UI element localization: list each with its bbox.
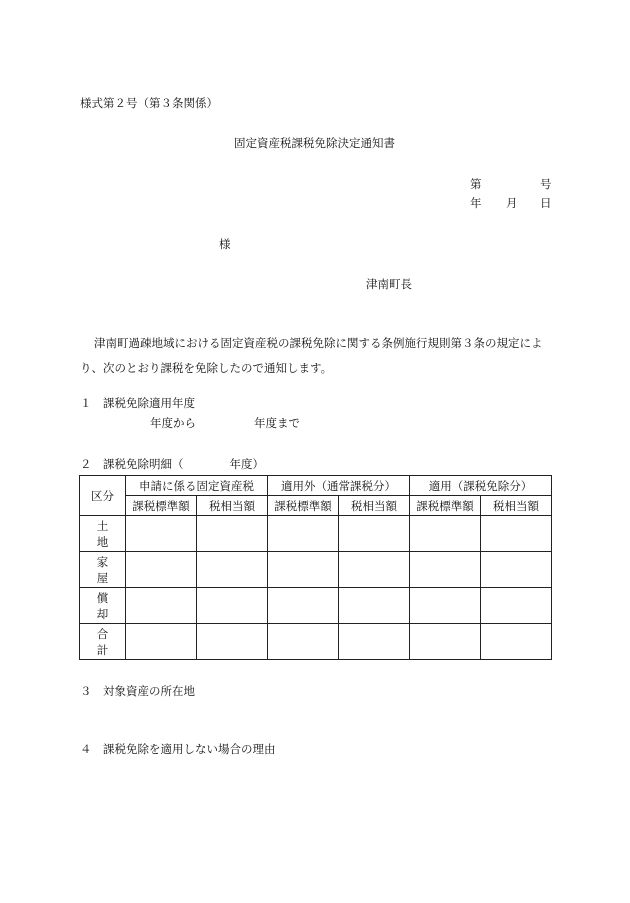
table-cell (268, 516, 339, 552)
table-cell (481, 552, 552, 588)
table-cell (126, 588, 197, 624)
table-cell (339, 516, 410, 552)
table-row (80, 624, 552, 660)
row-label-house: 家屋 (80, 552, 126, 588)
date-month: 月 (506, 196, 518, 210)
table-cell (410, 516, 481, 552)
table-cell (197, 516, 268, 552)
table-row (80, 516, 552, 552)
table-cell (126, 552, 197, 588)
table-cell (481, 624, 552, 660)
body-text: 津南町過疎地域における固定資産税の課税免除に関する条例施行規則第３条の規定により、次のとおり課税を免除したので通知します。 (80, 336, 543, 375)
group-header-exempt: 適用（課税免除分） (410, 476, 552, 496)
table-cell (126, 624, 197, 660)
subheader-tax-base: 課税標準額 (126, 496, 197, 516)
section4-heading: ４ 課税免除を適用しない場合の理由 (80, 742, 276, 756)
table-cell (339, 588, 410, 624)
section3-heading: ３ 対象資産の所在地 (80, 684, 195, 698)
doc-number-prefix: 第 (470, 177, 482, 191)
table-cell (197, 624, 268, 660)
table-cell (268, 588, 339, 624)
table-cell (481, 588, 552, 624)
issuer-name: 津南町長 (366, 277, 412, 291)
row-label-land: 土地 (80, 516, 126, 552)
table-cell (339, 552, 410, 588)
subheader-tax-amount: 税相当額 (339, 496, 410, 516)
section1-from: 年度から (150, 416, 196, 430)
table-cell (410, 552, 481, 588)
section1-to: 年度まで (254, 416, 300, 430)
table-cell (197, 588, 268, 624)
group-header-applied: 申請に係る固定資産税 (126, 476, 268, 496)
subheader-tax-base: 課税標準額 (410, 496, 481, 516)
table-cell (339, 624, 410, 660)
category-header: 区分 (80, 476, 126, 516)
table-cell (481, 516, 552, 552)
table-row (80, 552, 552, 588)
date-day: 日 (540, 196, 552, 210)
table-cell (268, 624, 339, 660)
section1-heading: １ 課税免除適用年度 (80, 396, 195, 410)
group-header-excluded: 適用外（通常課税分） (268, 476, 410, 496)
doc-number-suffix: 号 (540, 177, 552, 191)
row-label-total: 合計 (80, 624, 126, 660)
subheader-tax-base: 課税標準額 (268, 496, 339, 516)
table-cell (268, 552, 339, 588)
table-cell (410, 588, 481, 624)
document-title: 固定資産税課税免除決定通知書 (234, 136, 395, 150)
addressee-suffix: 様 (219, 237, 231, 251)
section2-heading: ２ 課税免除明細（ 年度） (80, 457, 264, 471)
table-row (80, 588, 552, 624)
exemption-detail-table (79, 475, 552, 660)
row-label-depreciable: 償却 (80, 588, 126, 624)
form-number: 様式第２号（第３条関係） (80, 96, 218, 110)
subheader-tax-amount: 税相当額 (197, 496, 268, 516)
table-cell (126, 516, 197, 552)
table-cell (410, 624, 481, 660)
date-year: 年 (470, 196, 482, 210)
table-cell (197, 552, 268, 588)
subheader-tax-amount: 税相当額 (481, 496, 552, 516)
